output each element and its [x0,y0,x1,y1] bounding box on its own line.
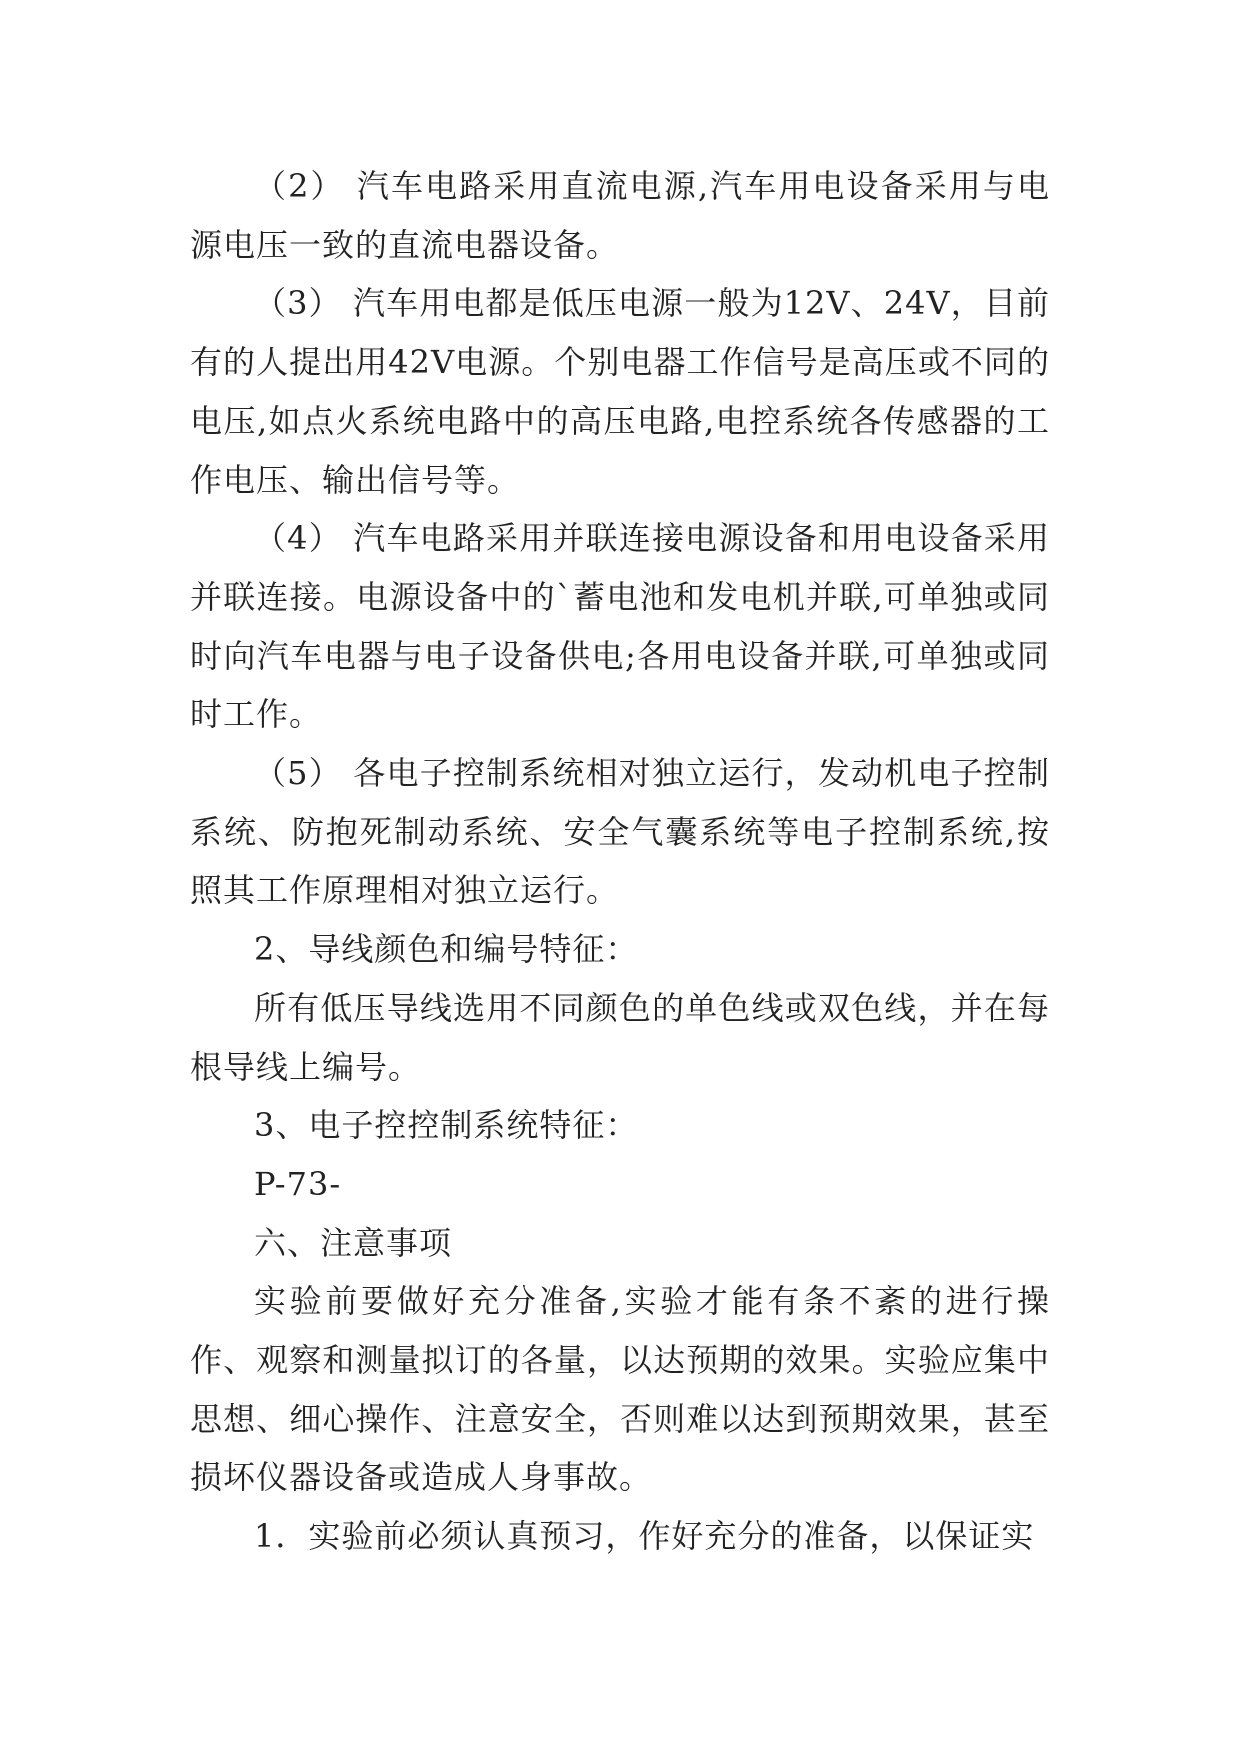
paragraph-precautions: 实验前要做好充分准备,实验才能有条不紊的进行操作、观察和测量拟订的各量，以达预期的效果。实验应集中思想、细心操作、注意安全，否则难以达到预期效果，甚至损坏仪器设备或造成人身事故。 [190,1282,1050,1497]
page-reference: P-73- [254,1164,342,1203]
paragraph-item-2-dc-power: （2） 汽车电路采用直流电源,汽车用电设备采用与电源电压一致的直流电器设备。 [190,167,1050,264]
section-heading-precautions: 六、注意事项 [254,1223,453,1262]
paragraph-item-4-parallel-connection: （4） 汽车电路采用并联连接电源设备和用电设备采用并联连接。电源设备中的`蓄电池和发电机并联,可单独或同时向汽车电器与电子设备供电;各用电设备并联,可单独或同时工作。 [190,519,1050,734]
document-body [190,157,1050,1566]
paragraph-wire-color: 所有低压导线选用不同颜色的单色线或双色线，并在每根导线上编号。 [190,988,1050,1086]
paragraph-precaution-item-1: 1．实验前必须认真预习，作好充分的准备，以保证实 [254,1517,1035,1556]
section-heading-wire-color: 2、导线颜色和编号特征： [254,930,639,969]
paragraph-item-3-low-voltage: （3） 汽车用电都是低压电源一般为12V、24V，目前有的人提出用42V电源。个别电器工作信号是高压或不同的电压,如点火系统电路中的高压电路,电控系统各传感器的工作电压、输出信号等。 [190,284,1050,499]
section-heading-electronic-control: 3、电子控控制系统特征： [254,1106,639,1145]
paragraph-item-5-independent-systems: （5） 各电子控制系统相对独立运行，发动机电子控制系统、防抱死制动系统、安全气囊系统等电子控制系统,按照其工作原理相对独立运行。 [190,754,1050,910]
